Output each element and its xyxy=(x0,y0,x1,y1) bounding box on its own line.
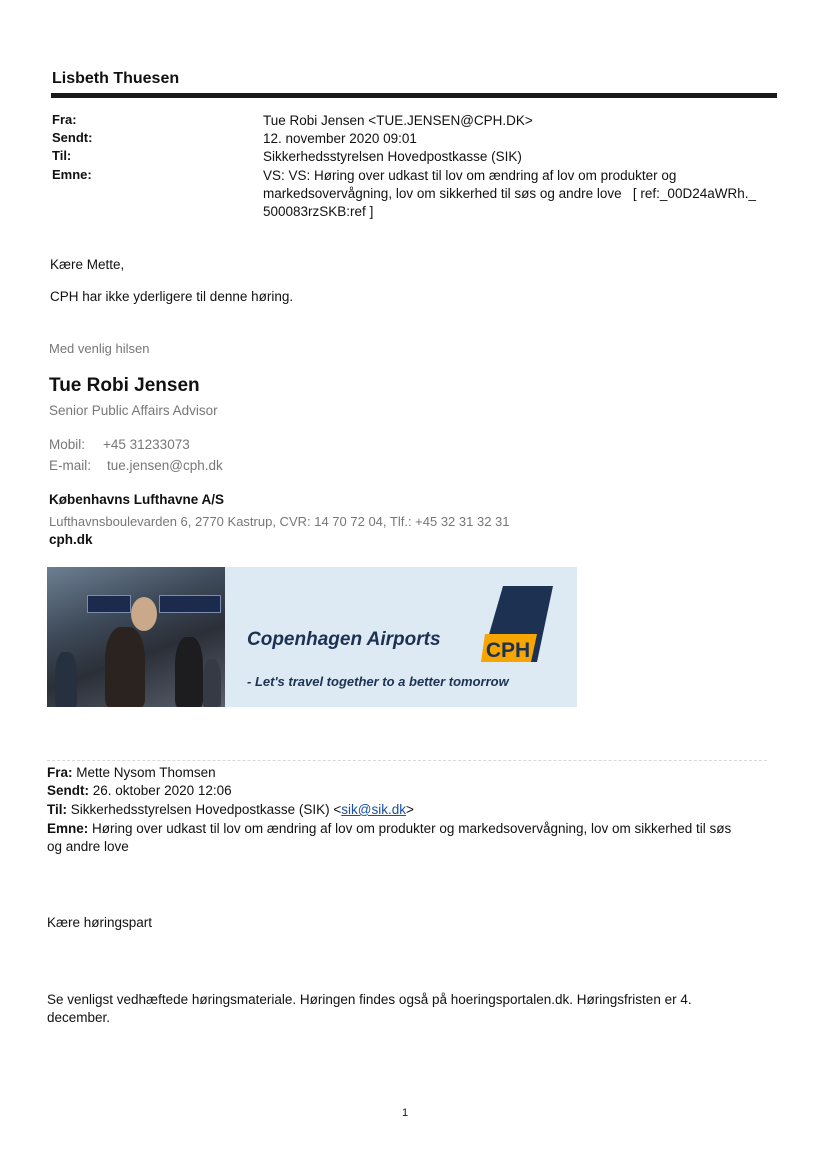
from-value: Tue Robi Jensen <TUE.JENSEN@CPH.DK> xyxy=(263,113,533,128)
header-rule xyxy=(51,93,777,98)
fwd-to-email-link[interactable]: sik@sik.dk xyxy=(341,802,406,817)
fwd-subject-label: Emne: xyxy=(47,821,89,836)
fwd-sent-row xyxy=(47,782,232,800)
fwd-subject-row xyxy=(47,820,731,838)
from-label: Fra: xyxy=(52,112,77,127)
to-label: Til: xyxy=(52,148,72,163)
to-value: Sikkerhedsstyrelsen Hovedpostkasse (SIK) xyxy=(263,149,522,164)
subject-value-line1: VS: VS: Høring over udkast til lov om ændring af lov om produkter og xyxy=(263,168,677,183)
fwd-from-row xyxy=(47,764,216,782)
fwd-to-label: Til: xyxy=(47,802,67,817)
fwd-to-value: Sikkerhedsstyrelsen Hovedpostkasse (SIK) < xyxy=(70,802,342,817)
slogan-text: - Let's travel together to a better tomorrow xyxy=(247,674,509,689)
fwd-sent-value: 26. oktober 2020 12:06 xyxy=(92,783,232,798)
email-label: E-mail: xyxy=(49,458,92,473)
mobile-label: Mobil: xyxy=(49,437,86,452)
page-number: 1 xyxy=(402,1107,409,1119)
fwd-body-line1: Se venligst vedhæftede høringsmateriale. Høringen findes også på hoeringsportalen.dk. Høringsfristen er 4. xyxy=(47,992,692,1007)
reply-text: CPH har ikke yderligere til denne høring. xyxy=(50,289,294,304)
brand-text: Copenhagen Airports xyxy=(247,629,441,650)
fwd-to-end: > xyxy=(405,802,414,817)
cph-logo-text: CPH xyxy=(485,639,531,662)
company-website[interactable]: cph.dk xyxy=(49,532,93,547)
fwd-to-row xyxy=(47,801,414,819)
mailbox-owner: Lisbeth Thuesen xyxy=(52,70,180,87)
company-name: Københavns Lufthavne A/S xyxy=(49,492,225,507)
sent-label: Sendt: xyxy=(52,130,93,145)
signature-banner xyxy=(47,567,577,707)
email-value[interactable]: tue.jensen@cph.dk xyxy=(107,458,223,473)
mobile-value: +45 31233073 xyxy=(103,437,190,452)
subject-value-line3: 500083rzSKB:ref ] xyxy=(263,204,374,219)
cph-logo xyxy=(481,586,553,662)
subject-label: Emne: xyxy=(52,167,92,182)
subject-value-line2: markedsovervågning, lov om sikkerhed til søs og andre love [ ref:_00D24aWRh._ xyxy=(263,186,756,201)
fwd-from-label: Fra: xyxy=(47,765,73,780)
fwd-body-line2: december. xyxy=(47,1010,111,1025)
message-separator xyxy=(47,760,767,761)
signature-title: Senior Public Affairs Advisor xyxy=(49,403,218,418)
signature-name: Tue Robi Jensen xyxy=(49,375,200,396)
fwd-greeting: Kære høringspart xyxy=(47,915,153,930)
fwd-subject-value: Høring over udkast til lov om ændring af lov om produkter og markedsovervågning, lov om sikkerhed til søs xyxy=(92,821,732,836)
company-address: Lufthavnsboulevarden 6, 2770 Kastrup, CVR: 14 70 72 04, Tlf.: +45 32 31 32 31 xyxy=(49,514,510,529)
fwd-sent-label: Sendt: xyxy=(47,783,89,798)
sent-value: 12. november 2020 09:01 xyxy=(263,131,417,146)
signature-closing: Med venlig hilsen xyxy=(49,341,150,356)
fwd-subject-line2: og andre love xyxy=(47,839,129,854)
reply-greeting: Kære Mette, xyxy=(50,257,125,272)
fwd-from-value: Mette Nysom Thomsen xyxy=(76,765,216,780)
airport-photo xyxy=(47,567,225,707)
